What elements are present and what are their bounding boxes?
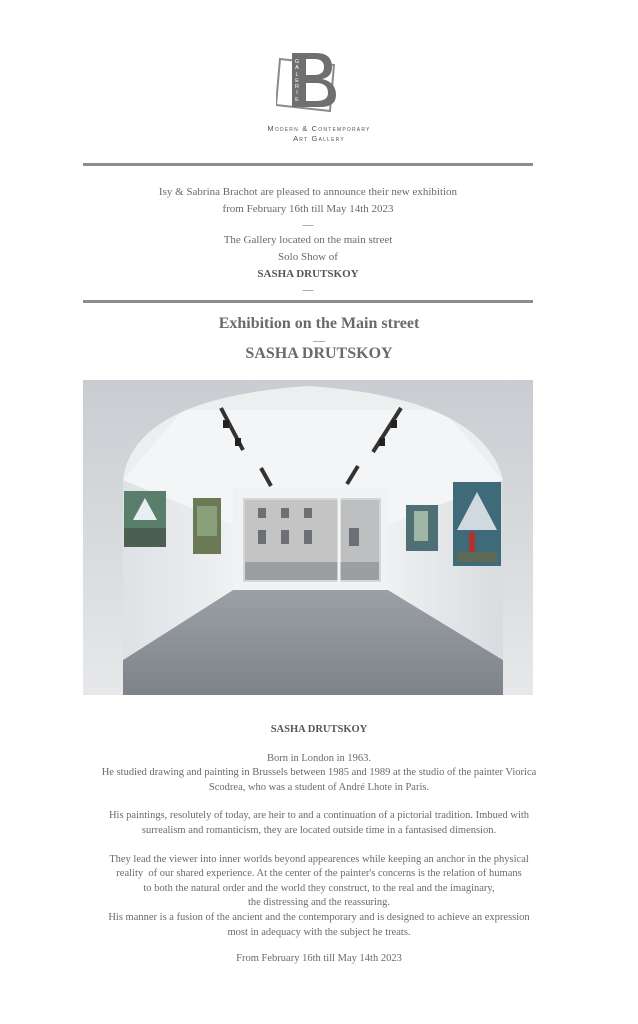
- bio-p3-line-1: They lead the viewer into inner worlds beyond appearences while keeping an anchor in the physical: [109, 853, 529, 865]
- announcement-line-4: Solo Show of: [278, 251, 338, 263]
- divider-top: [83, 163, 533, 166]
- bio-p3-line-5: His manner is a fusion of the ancient and the contemporary and is designed to achieve an expression: [108, 911, 530, 923]
- bio-p1-line-3: Scodrea, who was a student of André Lhote in Paris.: [208, 781, 430, 793]
- announcement-line-1: Isy & Sabrina Brachot are pleased to announce their new exhibition: [158, 186, 458, 198]
- bio-artist-name: SASHA DRUTSKOY: [270, 724, 368, 735]
- bio-p3-line-2: reality of our shared experience. At the center of the painter's concerns is the relation of humans: [116, 868, 522, 880]
- announcement-line-3: The Gallery located on the main street: [223, 234, 393, 246]
- exhibition-dash: —: [313, 333, 325, 347]
- announcement-block: [83, 184, 533, 297]
- gallery-logo[interactable]: [276, 51, 340, 113]
- tagline-line-2: Art Gallery: [293, 134, 345, 143]
- bio-p1-line-2: He studied drawing and painting in Brussels between 1985 and 1989 at the studio of the painter Viorica: [101, 767, 537, 779]
- bio-paragraph-1: [70, 752, 568, 796]
- exhibition-title: Exhibition on the Main street: [218, 315, 420, 332]
- logo-vertical-text: G A L E R I E: [294, 59, 300, 103]
- bio-p3-line-3: to both the natural order and the world they construct, to the real and the imaginary,: [143, 882, 495, 894]
- tagline-line-1: Modern & Contemporary: [267, 124, 371, 133]
- artist-bio: [70, 723, 568, 967]
- announcement-artist: SASHA DRUTSKOY: [257, 268, 359, 280]
- announcement-dash-2: —: [302, 284, 314, 296]
- bio-p1-line-1: Born in London in 1963.: [266, 752, 372, 764]
- bio-paragraph-3: [70, 853, 568, 941]
- exhibition-artist: SASHA DRUTSKOY: [245, 345, 393, 362]
- gallery-tagline: [0, 124, 638, 144]
- bio-p3-line-6: most in adequacy with the subject he treats.: [227, 926, 411, 938]
- gallery-logo-mark: [276, 51, 340, 113]
- announcement-dash-1: —: [302, 219, 314, 231]
- gallery-interior-photo[interactable]: [83, 380, 533, 695]
- bio-p3-line-4: the distressing and the reassuring.: [247, 897, 390, 909]
- bio-exhibition-dates: From February 16th till May 14th 2023: [236, 953, 402, 965]
- bio-p2-line-2: surrealism and romanticism, they are located outside time in a fantasised dimension.: [141, 824, 497, 836]
- bio-paragraph-2: [70, 809, 568, 838]
- gallery-interior-illustration: [83, 380, 533, 695]
- divider-middle: [83, 300, 533, 303]
- bio-p2-line-1: His paintings, resolutely of today, are heir to and a continuation of a pictorial tradition. Imbued with: [108, 810, 530, 822]
- announcement-line-2: from February 16th till May 14th 2023: [222, 203, 394, 215]
